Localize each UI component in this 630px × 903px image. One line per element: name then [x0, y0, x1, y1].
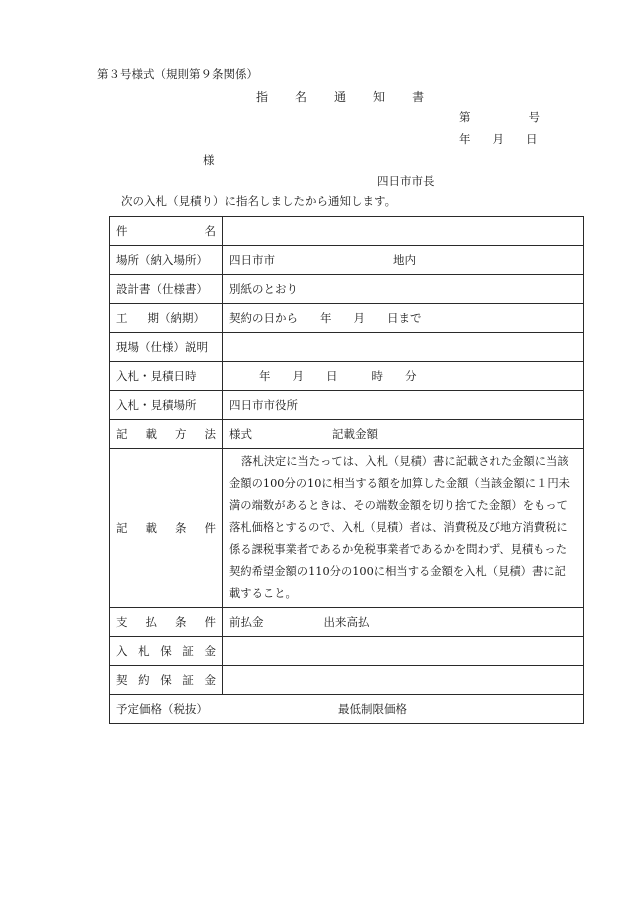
row-bid-bond: [110, 637, 584, 666]
row-price: [110, 695, 584, 724]
entry-format: 様式: [229, 427, 252, 441]
document-title: [256, 88, 451, 105]
row-location: [110, 246, 584, 275]
label-planned-price: 予定価格（税抜）: [116, 702, 208, 716]
label-char: 支: [116, 615, 128, 629]
label-char: 条: [175, 521, 187, 535]
row-entry-method: [110, 420, 584, 449]
label-bid-place: 入札・見積場所: [110, 391, 223, 420]
payment-advance: 前払金: [229, 615, 264, 629]
title-char: 知: [373, 90, 413, 104]
label-char: 名: [204, 224, 216, 238]
number-prefix: 第: [459, 110, 471, 124]
issue-date: [459, 131, 538, 147]
label-char: 件: [116, 224, 128, 238]
label-char: 載: [145, 427, 157, 441]
label-char: 期（納期）: [147, 311, 205, 325]
title-char: 指: [256, 90, 296, 104]
label-char: 証: [182, 673, 194, 687]
label-char: 金: [204, 644, 216, 658]
title-char: 通: [334, 90, 374, 104]
bid-day: 日: [326, 369, 338, 383]
label-char: 件: [204, 521, 216, 535]
price-cell: [110, 695, 584, 724]
row-period: [110, 304, 584, 333]
label-char: 払: [145, 615, 157, 629]
location-city: 四日市市: [229, 253, 275, 267]
value-contract-bond: [223, 666, 584, 695]
title-char: 名: [295, 90, 335, 104]
value-payment: [223, 608, 584, 637]
label-char: 入: [116, 644, 128, 658]
issuer: 四日市市長: [377, 174, 435, 188]
value-bid-place: 四日市市役所: [223, 391, 584, 420]
label-char: 方: [175, 427, 187, 441]
value-location: [223, 246, 584, 275]
date-day: 日: [526, 132, 538, 146]
value-period: [223, 304, 584, 333]
label-char: 約: [138, 673, 150, 687]
label-item-name: [110, 217, 223, 246]
row-bid-datetime: [110, 362, 584, 391]
conditions-table: [109, 216, 584, 724]
row-contract-bond: [110, 666, 584, 695]
number-suffix: 号: [528, 110, 540, 124]
bid-year: 年: [259, 369, 271, 383]
label-payment: [110, 608, 223, 637]
label-entry-method: [110, 420, 223, 449]
date-month: 月: [492, 132, 504, 146]
period-month: 月: [353, 311, 365, 325]
label-period: [110, 304, 223, 333]
value-bid-bond: [223, 637, 584, 666]
intro-text: 次の入札（見積り）に指名しましたから通知します。: [121, 194, 397, 208]
period-start: 契約の日から: [229, 311, 298, 325]
label-char: 条: [175, 615, 187, 629]
label-bid-bond: [110, 637, 223, 666]
payment-progress: 出来高払: [323, 615, 370, 629]
row-payment: [110, 608, 584, 637]
label-contract-bond: [110, 666, 223, 695]
location-suffix: 地内: [393, 253, 416, 267]
label-briefing: 現場（仕様）説明: [110, 333, 223, 362]
label-char: 金: [204, 673, 216, 687]
entry-conditions-text: 落札決定に当たっては、入札（見積）書に記載された金額に当該金額の100分の10に相当する額を加算した金額（当該金額に１円未満の端数があるときは、その端数金額を切り捨てた金額）をもって落札価格とするので、入札（見積）者は、消費税及び地方消費税に係る課税事業者であるか免税事業者であるかを問わず、見積もった契約希望金額の110分の100に相当する金額を入札（見積）書に記載すること。: [229, 455, 570, 600]
period-year: 年: [320, 311, 332, 325]
row-entry-conditions: [110, 449, 584, 608]
label-char: 載: [145, 521, 157, 535]
value-design: 別紙のとおり: [223, 275, 584, 304]
label-char: 件: [204, 615, 216, 629]
label-design: 設計書（仕様書）: [110, 275, 223, 304]
label-bid-datetime: 入札・見積日時: [110, 362, 223, 391]
label-char: 記: [116, 427, 128, 441]
label-char: 札: [138, 644, 150, 658]
row-item-name: [110, 217, 584, 246]
value-briefing: [223, 333, 584, 362]
label-char: 保: [160, 673, 172, 687]
form-number: 第３号様式（規則第９条関係）: [97, 67, 258, 81]
bid-minute: 分: [405, 369, 417, 383]
label-location: 場所（納入場所）: [110, 246, 223, 275]
title-char: 書: [412, 90, 452, 104]
bid-hour: 時: [371, 369, 383, 383]
row-briefing: [110, 333, 584, 362]
value-entry-method: [223, 420, 584, 449]
label-char: 保: [160, 644, 172, 658]
label-char: 契: [116, 673, 128, 687]
label-entry-conditions: [110, 449, 223, 608]
value-entry-conditions: [223, 449, 584, 608]
row-design: [110, 275, 584, 304]
entry-amount: 記載金額: [332, 427, 378, 441]
document-number: [459, 109, 540, 125]
period-until: 日まで: [387, 311, 422, 325]
row-bid-place: [110, 391, 584, 420]
label-min-price: 最低制限価格: [338, 702, 407, 716]
label-char: 証: [182, 644, 194, 658]
value-bid-datetime: [223, 362, 584, 391]
value-item-name: [223, 217, 584, 246]
label-char: 工: [116, 311, 128, 325]
date-year: 年: [459, 132, 471, 146]
label-char: 法: [204, 427, 216, 441]
addressee: 様: [203, 153, 215, 167]
label-char: 記: [116, 521, 128, 535]
bid-month: 月: [292, 369, 304, 383]
